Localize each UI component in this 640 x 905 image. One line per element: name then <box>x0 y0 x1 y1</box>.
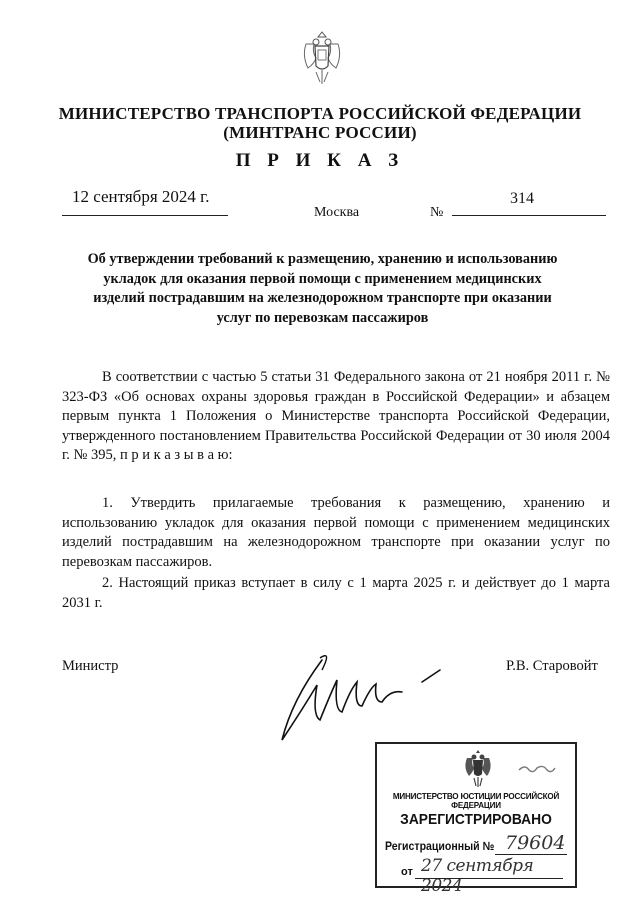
number-sign: № <box>430 205 444 220</box>
stamp-date-label: от <box>401 866 413 878</box>
stamp-registration-number-label: Регистрационный № <box>385 839 495 853</box>
stamp-registered-label: ЗАРЕГИСТРИРОВАНО <box>400 811 552 828</box>
ministry-name: МИНИСТЕРСТВО ТРАНСПОРТА РОССИЙСКОЙ ФЕДЕРАЦИИ <box>58 104 582 123</box>
stamp-registration-date: 27 сентября 2024 <box>421 856 534 896</box>
signatory-title: Министр <box>62 658 119 674</box>
order-number: 314 <box>510 190 534 207</box>
clause-1-paragraph: 1. Утвердить прилагаемые требования к размещению, хранению и использованию укладок для оказания первой помощи с применением медицинских изделий пострадавшим на железнодорожном транспорте при оказании услуг по перевозкам пассажиров. <box>62 495 610 570</box>
stamp-number-underline <box>495 854 567 855</box>
russian-coat-of-arms-icon <box>300 28 344 86</box>
stamp-scribble-icon <box>517 762 557 776</box>
russian-coat-of-arms-icon <box>463 748 493 788</box>
order-subject: Об утверждении требований к размещению, хранению и использованию укладок для оказания первой помощи с применением медицинских изделий пострадавшим на железнодорожном транспорте при оказании услуг по перевозкам пассажиров <box>87 251 558 326</box>
document-type-title: П Р И К А З <box>235 150 405 171</box>
order-city: Москва <box>314 205 360 220</box>
stamp-ministry-name: МИНИСТЕРСТВО ЮСТИЦИИ РОССИЙСКОЙ ФЕДЕРАЦИИ <box>392 792 560 810</box>
handwritten-signature-icon <box>262 640 452 750</box>
order-date: 12 сентября 2024 г. <box>72 187 210 206</box>
preamble-paragraph: В соответствии с частью 5 статьи 31 Федерального закона от 21 ноября 2011 г. № 323-ФЗ «Об основах охраны здоровья граждан в Российской Федерации» и абзацем первым пункта 1 Положения о Министерстве транспорта Российской Федерации, утвержденного постановлением Правительства Российской Федерации от 30 июля 2004 г. № 395, п р и к а з ы в а ю: <box>62 369 610 463</box>
registration-stamp <box>375 742 577 896</box>
clause-2-paragraph: 2. Настоящий приказ вступает в силу с 1 марта 2025 г. и действует до 1 марта 2031 г. <box>62 575 610 611</box>
stamp-date-underline <box>415 878 563 879</box>
stamp-registration-number: 79604 <box>505 832 566 854</box>
signatory-name: Р.В. Старовойт <box>506 658 598 674</box>
ministry-short-name: (МИНТРАНС РОССИИ) <box>223 123 417 142</box>
number-underline <box>452 215 606 216</box>
date-underline <box>62 215 228 216</box>
